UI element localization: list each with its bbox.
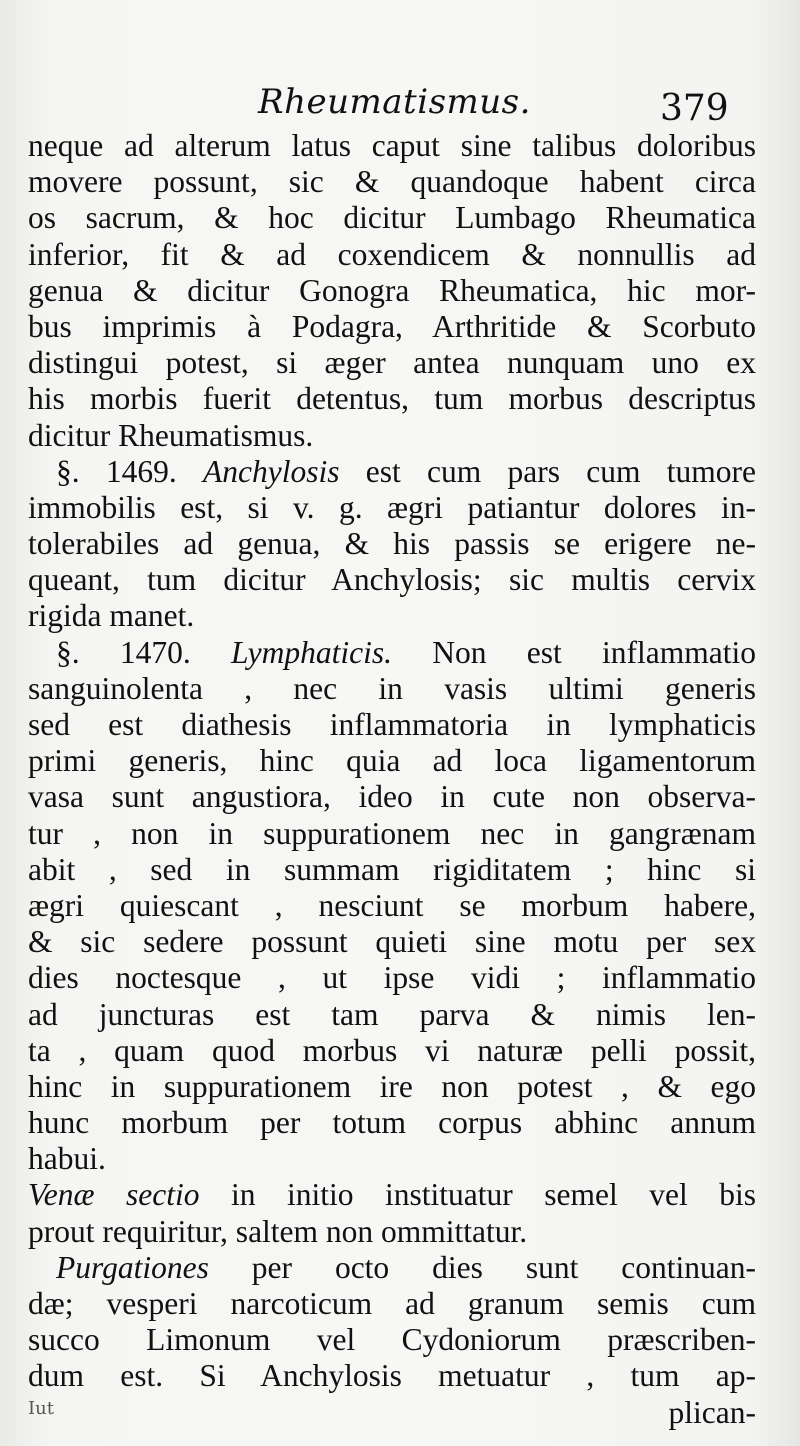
text-line xyxy=(28,1214,756,1250)
italic-term: Lymphaticis. xyxy=(231,634,392,670)
text-line xyxy=(28,1033,756,1069)
line-text: ægri quiescant , nesciunt se morbum habere, xyxy=(28,887,756,923)
line-text: dicitur Rheumatismus. xyxy=(28,417,314,453)
text-line xyxy=(28,1141,756,1177)
line-text: Non est inflammatio xyxy=(391,634,757,670)
text-line xyxy=(28,164,756,200)
italic-term: Venæ sectio xyxy=(28,1177,200,1213)
line-text: hunc morbum per totum corpus abhinc annum xyxy=(28,1105,756,1141)
text-line xyxy=(28,1322,756,1358)
text-line xyxy=(28,1286,756,1322)
text-line xyxy=(28,924,756,960)
line-text: neque ad alterum latus caput sine talibus doloribus xyxy=(28,128,756,163)
body-text xyxy=(28,128,756,1431)
line-text: tur , non in suppurationem nec in gangrænam xyxy=(28,815,756,851)
line-text: ad juncturas est tam parva & nimis len- xyxy=(28,996,756,1032)
section-number: §. 1470. xyxy=(56,634,232,670)
line-text: queant, tum dicitur Anchylosis; sic multis cervix xyxy=(28,562,756,598)
text-line xyxy=(28,888,756,924)
text-line xyxy=(28,200,756,236)
text-line xyxy=(28,381,756,417)
line-text: dæ; vesperi narcoticum ad granum semis cum xyxy=(28,1286,756,1321)
line-text: dies noctesque , ut ipse vidi ; inflammatio xyxy=(28,960,756,996)
italic-term: Anchylosis xyxy=(203,453,340,489)
text-line xyxy=(28,960,756,996)
line-text: genua & dicitur Gonogra Rheumatica, hic mor- xyxy=(28,272,756,308)
text-line xyxy=(28,1358,756,1394)
text-line xyxy=(28,237,756,273)
section-number: §. 1469. xyxy=(56,453,204,489)
line-text: & sic sedere possunt quieti sine motu per sex xyxy=(28,924,756,960)
text-line xyxy=(28,1250,756,1286)
text-line xyxy=(28,671,756,707)
line-text: bus imprimis à Podagra, Arthritide & Scorbuto xyxy=(28,308,756,344)
line-text: rigida manet. xyxy=(28,598,195,634)
text-line xyxy=(28,1069,756,1105)
page-number: 379 xyxy=(660,88,729,129)
line-text: sanguinolenta , nec in vasis ultimi generis xyxy=(28,670,756,706)
line-text: immobilis est, si v. g. ægri patiantur dolores in- xyxy=(28,489,756,525)
line-text: tolerabiles ad genua, & his passis se erigere ne- xyxy=(28,526,756,562)
line-text: ta , quam quod morbus vi naturæ pelli possit, xyxy=(28,1032,756,1068)
line-text: succo Limonum vel Cydoniorum præscriben- xyxy=(28,1322,756,1358)
text-line xyxy=(28,816,756,852)
signature-mark: Iut xyxy=(28,1398,54,1419)
text-line xyxy=(28,490,756,526)
line-text: vasa sunt angustiora, ideo in cute non observa- xyxy=(28,779,756,815)
text-line xyxy=(28,309,756,345)
line-text: primi generis, hinc quia ad loca ligamentorum xyxy=(28,743,756,779)
line-text: movere possunt, sic & quandoque habent circa xyxy=(28,164,756,200)
line-text: hinc in suppurationem ire non potest , & ego xyxy=(28,1068,756,1104)
line-text: dum est. Si Anchylosis metuatur , tum ap- xyxy=(28,1358,756,1394)
line-text: prout requiritur, saltem non ommittatur. xyxy=(28,1213,528,1249)
line-text: in initio instituatur semel vel bis xyxy=(199,1177,757,1213)
line-text: his morbis fuerit detentus, tum morbus descriptus xyxy=(28,381,756,417)
text-line xyxy=(28,562,756,598)
line-text: abit , sed in summam rigiditatem ; hinc si xyxy=(28,851,756,887)
line-text: plican- xyxy=(668,1394,756,1430)
text-line xyxy=(28,345,756,381)
text-line xyxy=(28,1177,756,1213)
text-line xyxy=(28,707,756,743)
line-text: habui. xyxy=(28,1141,106,1177)
text-line xyxy=(28,635,756,671)
page-header xyxy=(0,82,800,130)
text-line xyxy=(28,273,756,309)
text-line xyxy=(28,454,756,490)
text-line xyxy=(28,779,756,815)
line-text: os sacrum, & hoc dicitur Lumbago Rheumatica xyxy=(28,200,756,236)
text-line xyxy=(28,1105,756,1141)
text-line xyxy=(28,1395,756,1431)
line-text: per octo dies sunt continuan- xyxy=(208,1249,756,1285)
text-line xyxy=(28,128,756,164)
text-line xyxy=(28,598,756,634)
text-line xyxy=(28,526,756,562)
text-line xyxy=(28,852,756,888)
line-text: sed est diathesis inflammatoria in lymphaticis xyxy=(28,707,756,742)
text-line xyxy=(28,997,756,1033)
line-text: distingui potest, si æger antea nunquam uno ex xyxy=(28,345,756,381)
line-text: inferior, fit & ad coxendicem & nonnullis ad xyxy=(28,236,756,272)
text-line xyxy=(28,743,756,779)
text-line xyxy=(28,418,756,454)
running-title: Rheumatismus. xyxy=(258,82,531,122)
italic-term: Purgationes xyxy=(56,1249,209,1285)
line-text: est cum pars cum tumore xyxy=(339,453,756,489)
